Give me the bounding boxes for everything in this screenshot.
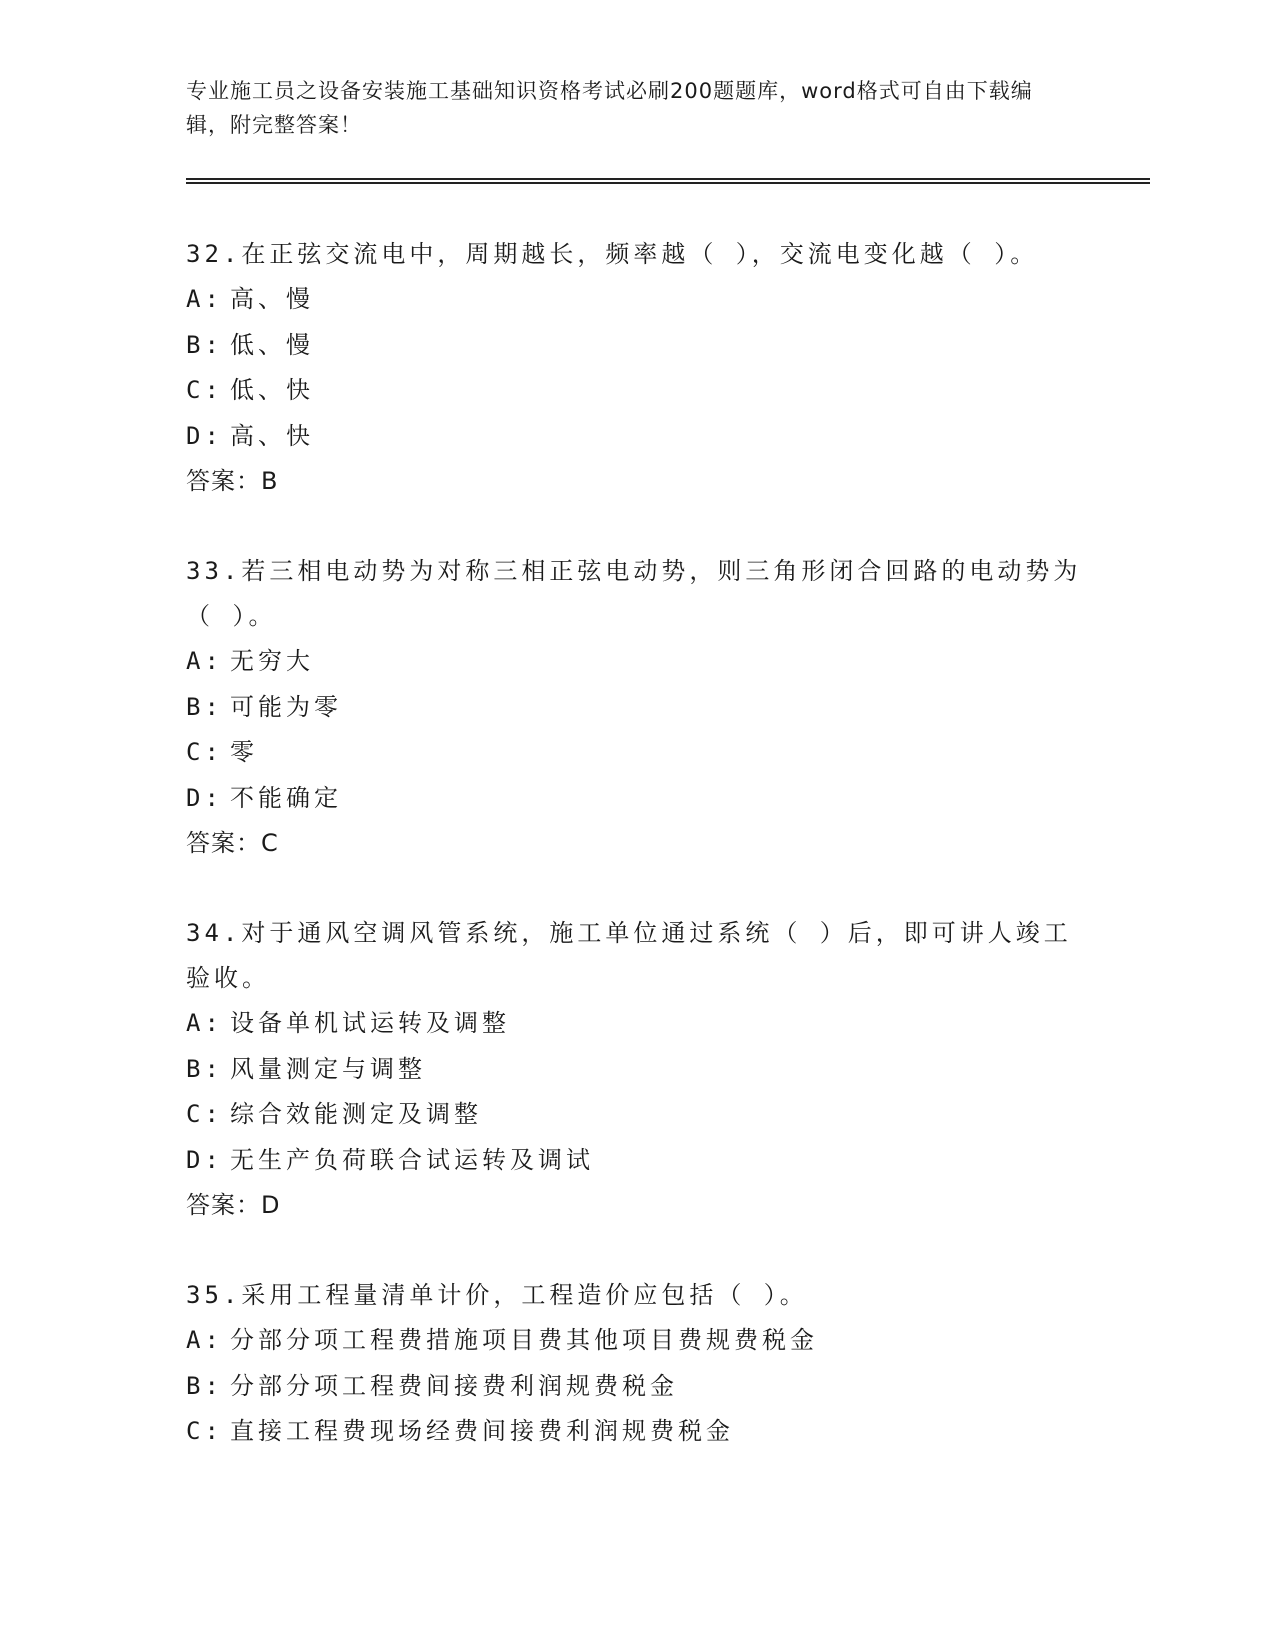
question-34 (186, 911, 1086, 1227)
question-stem: 35.采用工程量清单计价，工程造价应包括（ ）。 (186, 1281, 808, 1309)
answer-line: 答案：C (186, 829, 279, 857)
option-key: C: (186, 1417, 223, 1445)
option-b (186, 323, 1086, 369)
option-a (186, 1001, 1086, 1047)
option-text: 直接工程费现场经费间接费利润规费税金 (230, 1417, 734, 1445)
option-text: 高、快 (230, 421, 314, 450)
option-a (186, 277, 1086, 323)
option-text: 无生产负荷联合试运转及调试 (230, 1145, 594, 1174)
option-c (186, 368, 1086, 414)
option-d (186, 414, 1086, 460)
option-key: C: (186, 376, 223, 404)
option-key: A: (186, 647, 223, 675)
option-text: 分部分项工程费措施项目费其他项目费规费税金 (230, 1326, 818, 1354)
option-a (186, 639, 1086, 685)
answer-line: 答案：B (186, 467, 279, 495)
option-key: C: (186, 738, 223, 766)
option-b (186, 1364, 1086, 1410)
option-c (186, 1409, 1086, 1455)
option-key: B: (186, 692, 223, 721)
question-33 (186, 549, 1086, 865)
option-b (186, 1047, 1086, 1093)
option-key: A: (186, 285, 223, 313)
option-text: 无穷大 (230, 647, 314, 675)
option-text: 低、快 (230, 376, 314, 404)
option-text: 高、慢 (230, 285, 314, 313)
option-key: B: (186, 330, 223, 359)
question-stem: 34.对于通风空调风管系统，施工单位通过系统（ ）后，即可讲人竣工验收。 (186, 919, 1072, 992)
option-text: 综合效能测定及调整 (230, 1100, 482, 1128)
question-stem: 33.若三相电动势为对称三相正弦电动势，则三角形闭合回路的电动势为（ ）。 (186, 557, 1082, 630)
option-text: 分部分项工程费间接费利润规费税金 (230, 1371, 678, 1400)
option-text: 设备单机试运转及调整 (230, 1009, 510, 1037)
header-divider (186, 178, 1150, 184)
option-d (186, 1138, 1086, 1184)
question-32 (186, 232, 1086, 503)
option-key: D: (186, 783, 223, 812)
option-text: 可能为零 (230, 692, 342, 721)
option-text: 低、慢 (230, 330, 314, 359)
option-key: A: (186, 1009, 223, 1037)
option-key: D: (186, 1145, 223, 1174)
document-header: 专业施工员之设备安装施工基础知识资格考试必刷200题题库，word格式可自由下载编辑，附完整答案！ (186, 79, 1033, 137)
question-list (186, 232, 1086, 1501)
option-b (186, 685, 1086, 731)
option-key: C: (186, 1100, 223, 1128)
option-c (186, 1092, 1086, 1138)
option-d (186, 776, 1086, 822)
option-key: A: (186, 1326, 223, 1354)
option-c (186, 730, 1086, 776)
option-text: 风量测定与调整 (230, 1054, 426, 1083)
question-35 (186, 1273, 1086, 1455)
option-text: 不能确定 (230, 783, 342, 812)
answer-line: 答案：D (186, 1191, 281, 1219)
option-key: B: (186, 1054, 223, 1083)
question-stem: 32.在正弦交流电中，周期越长，频率越（ ），交流电变化越（ ）。 (186, 240, 1039, 268)
option-key: B: (186, 1371, 223, 1400)
option-a (186, 1318, 1086, 1364)
option-key: D: (186, 421, 223, 450)
option-text: 零 (230, 738, 258, 766)
